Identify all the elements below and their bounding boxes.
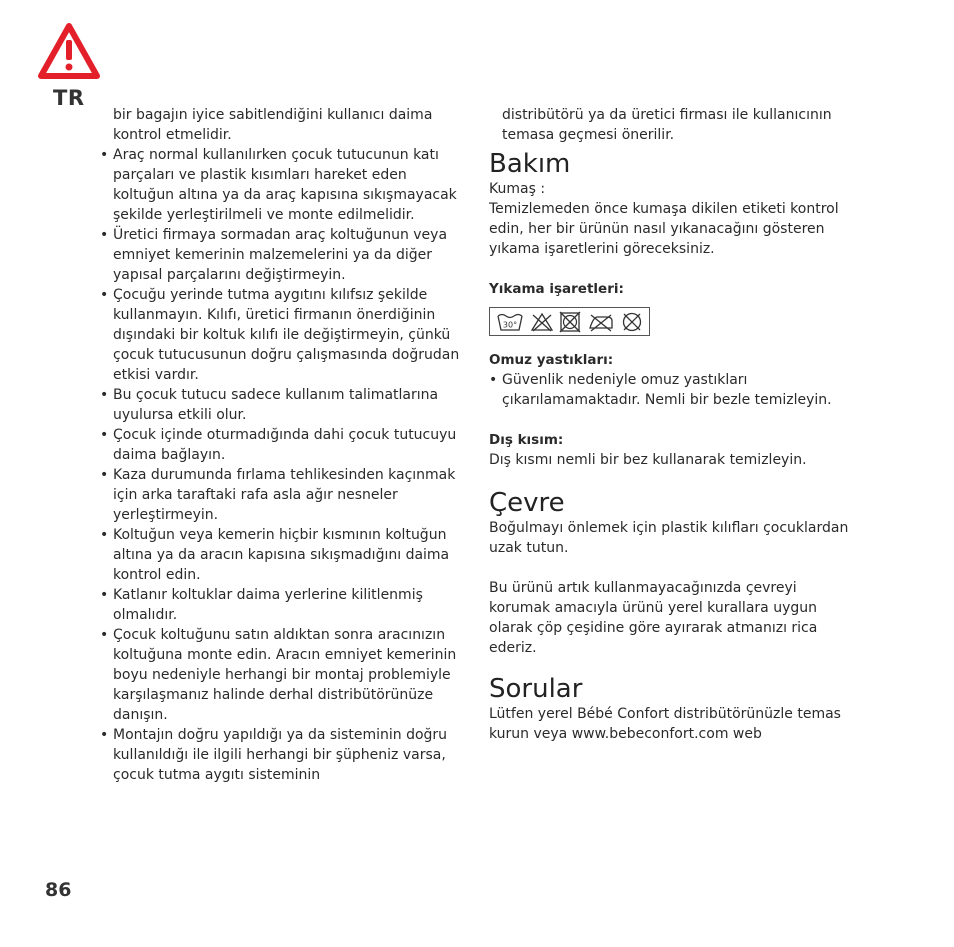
list-item: • Çocuk içinde oturmadığında dahi çocuk tutucuyu daima bağlayın. bbox=[100, 425, 460, 465]
list-item: • Araç normal kullanılırken çocuk tutucunun katı parçaları ve plastik kısımları hareket eden koltuğun altına ya da araç kapısına sıkışmayacak şekilde yerleştirilmeli ve monte edilmelidir. bbox=[100, 145, 460, 225]
right-column bbox=[489, 105, 849, 744]
cevre-text-1: Boğulmayı önlemek için plastik kılıfları çocuklardan uzak tutun. bbox=[489, 520, 849, 556]
page-number: 86 bbox=[45, 879, 72, 901]
no-dry-clean-icon bbox=[621, 311, 643, 333]
wash-30-icon bbox=[496, 312, 524, 332]
list-item: • Montajın doğru yapıldığı ya da sisteminin doğru kullanıldığı ile ilgili herhangi bir şüpheniz varsa, çocuk tutma aygıtı sisteminin bbox=[100, 725, 460, 785]
no-tumble-dry-icon bbox=[559, 311, 581, 333]
continuation-text: distribütörü ya da üretici firması ile kullanıcının temasa geçmesi önerilir. bbox=[502, 107, 832, 143]
language-code: TR bbox=[53, 86, 85, 110]
sorular-heading: Sorular bbox=[489, 674, 583, 704]
cevre-heading: Çevre bbox=[489, 488, 565, 518]
no-iron-icon bbox=[587, 312, 615, 332]
list-item: • Bu çocuk tutucu sadece kullanım talimatlarına uyulursa etkili olur. bbox=[100, 385, 460, 425]
wash-temperature: 30° bbox=[502, 320, 517, 329]
omuz-heading: Omuz yastıkları: bbox=[489, 352, 614, 368]
bakim-heading: Bakım bbox=[489, 149, 571, 179]
sorular-text: Lütfen yerel Bébé Confort distribütörünüzle temas kurun veya www.bebeconfort.com web bbox=[489, 706, 841, 742]
dis-heading: Dış kısım: bbox=[489, 432, 564, 448]
safety-list bbox=[100, 145, 460, 785]
list-item: • Çocuğu yerinde tutma aygıtını kılıfsız şekilde kullanmayın. Kılıfı, üretici firmanın önerdiğinin dışındaki bir koltuk kılıfı ile değiştirmeyin, çünkü çocuk tutucusunun doğru çalışmasında doğrudan etkisi vardır. bbox=[100, 285, 460, 385]
yikama-heading: Yıkama işaretleri: bbox=[489, 281, 624, 297]
list-item: • Koltuğun veya kemerin hiçbir kısmının koltuğun altına ya da aracın kapısına sıkışmadığını daima kontrol edin. bbox=[100, 525, 460, 585]
left-intro: bir bagajın iyice sabitlendiğini kullanıcı daima kontrol etmelidir. bbox=[113, 107, 433, 143]
list-item: • Katlanır koltuklar daima yerlerine kilitlenmiş olmalıdır. bbox=[100, 585, 460, 625]
no-bleach-icon bbox=[530, 312, 554, 332]
warning-triangle-icon bbox=[37, 22, 101, 82]
dis-text: Dış kısmı nemli bir bez kullanarak temizleyin. bbox=[489, 452, 807, 468]
left-column bbox=[100, 105, 460, 785]
care-symbols bbox=[489, 307, 650, 336]
list-item: • Kaza durumunda fırlama tehlikesinden kaçınmak için arka taraftaki rafa asla ağır nesneler yerleştirmeyin. bbox=[100, 465, 460, 525]
list-item: • Çocuk koltuğunu satın aldıktan sonra aracınızın koltuğuna monte edin. Aracın emniyet kemerinin boyu nedeniyle herhangi bir montaj problemiyle karşılaşmanız halinde derhal distribütörünüze danışın. bbox=[100, 625, 460, 725]
kumas-label: Kumaş : bbox=[489, 181, 546, 197]
omuz-bullet: • Güvenlik nedeniyle omuz yastıkları çıkarılamamaktadır. Nemli bir bezle temizleyin. bbox=[489, 370, 849, 410]
cevre-text-2: Bu ürünü artık kullanmayacağınızda çevreyi korumak amacıyla ürünü yerel kurallara uygun olarak çöp çeşidine göre ayırarak atmanızı rica ederiz. bbox=[489, 580, 818, 656]
list-item: • Üretici firmaya sormadan araç koltuğunun veya emniyet kemerinin malzemelerini ya da diğer yapısal parçalarını değiştirmeyin. bbox=[100, 225, 460, 285]
kumas-text: Temizlemeden önce kumaşa dikilen etiketi kontrol edin, her bir ürünün nasıl yıkanacağını gösteren yıkama işaretlerini göreceksiniz. bbox=[489, 201, 839, 257]
